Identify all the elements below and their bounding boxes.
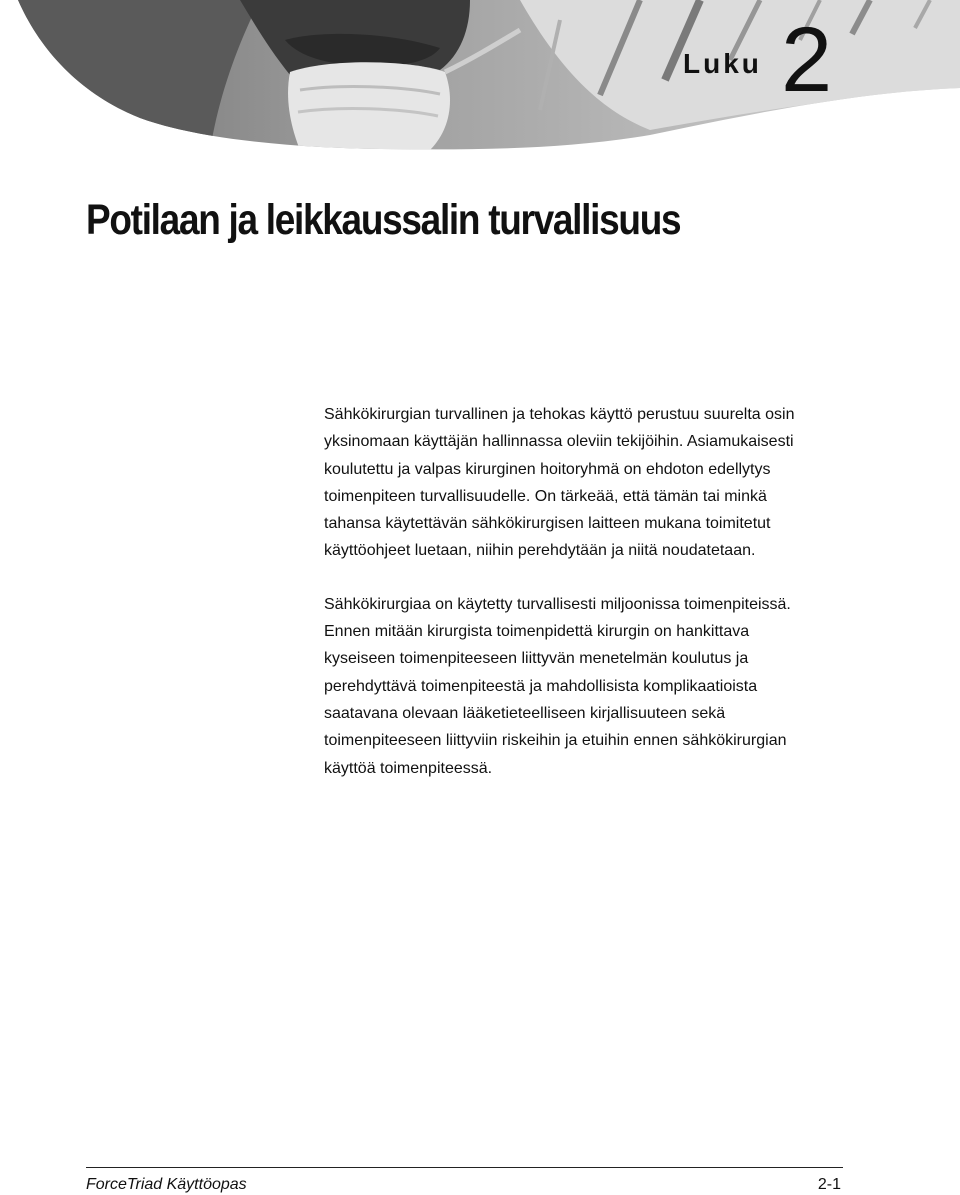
paragraph: Sähkökirurgian turvallinen ja tehokas käyttö perustuu suurelta osin yksinomaan käyttäjän hallinnassa oleviin tekijöihin. Asiamukaisesti koulutettu ja valpas kirurginen hoitoryhmä on ehdoton edellytys toimenpiteen turvallisuudelle. On tärkeää, että tämän tai minkä tahansa käytettävän sähkökirurgisen laitteen mukana toimitetut käyttöohjeet luetaan, niihin perehdytään ja niitä noudatetaan. [324, 406, 795, 560]
page-title: Potilaan ja leikkaussalin turvallisuus [86, 196, 681, 244]
body-text [324, 401, 854, 782]
chapter-number: 2 [781, 9, 833, 111]
footer-manual-title: ForceTriad Käyttöopas [86, 1176, 247, 1193]
paragraph: Sähkökirurgiaa on käytetty turvallisesti miljoonissa toimenpiteissä. Ennen mitään kirurgista toimenpidettä kirurgin on hankittava kyseiseen toimenpiteeseen liittyvän menetelmän koulutus ja perehdyttävä toimenpiteestä ja mahdollisista komplikaatioista saatavana olevaan lääketieteelliseen kirjallisuuteen sekä toimenpiteeseen liittyviin riskeihin ja etuihin ennen sähkökirurgian käyttöä toimenpiteessä. [324, 595, 791, 777]
footer-page-number: 2-1 [817, 1176, 841, 1193]
footer-divider [86, 1167, 843, 1168]
chapter-label: Luku [683, 48, 762, 79]
